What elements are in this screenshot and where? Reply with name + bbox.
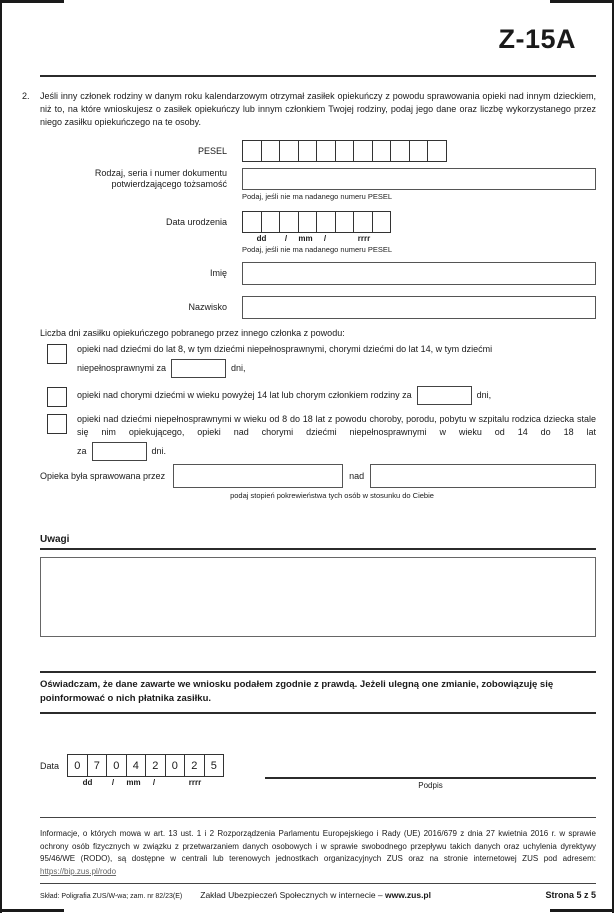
- pesel-input[interactable]: [242, 140, 596, 162]
- care-by-input[interactable]: [173, 464, 343, 488]
- format-slash: /: [323, 234, 327, 243]
- char-cell[interactable]: [242, 211, 262, 233]
- char-cell[interactable]: [390, 140, 410, 162]
- option-3-days-row: [77, 442, 596, 461]
- form-title: Z-15A: [498, 24, 576, 54]
- first-name-row: [40, 262, 596, 285]
- option-row-2: [40, 386, 596, 407]
- rodo-paragraph: [40, 828, 596, 878]
- char-cell[interactable]: [279, 140, 299, 162]
- char-cell[interactable]: [409, 140, 429, 162]
- document-input[interactable]: [242, 168, 596, 190]
- rodo-link[interactable]: https://bip.zus.pl/rodo: [40, 866, 117, 876]
- option-3-text: opieki nad dziećmi niepełnosprawnymi w wieku od 8 do 18 lat z powodu choroby, porodu, pobytu w szpitalu rodzica dziecka stale się nim opiekującego, opieki nad chorymi dziećmi niepełnosprawnymi w wieku od 14 do 18 lat: [77, 414, 596, 437]
- rodo-text: Informacje, o których mowa w art. 13 ust. 1 i 2 Rozporządzenia Parlamentu Europejskiego i Rady (UE) 2016/679 z dnia 27 kwietnia 2016 r. w sprawie ochrony osób fizycznych w związku z przetwarzaniem danych osobowych i w sprawie swobodnego przepływu takich danych oraz uchylenia dyrektywy 95/46/WE (RODO), są dostępne w centrali lub terenowych jednostkach organizacyjnych ZUS oraz na stronie internetowej ZUS pod adresem:: [40, 829, 596, 863]
- corner-mark-top-left: [2, 0, 64, 3]
- char-cell[interactable]: [242, 140, 262, 162]
- format-rrrr: rrrr: [357, 234, 371, 243]
- date-input[interactable]: [67, 754, 231, 777]
- option-2-days-input[interactable]: [417, 386, 472, 405]
- birth-date-row: [40, 211, 596, 255]
- print-info: Skład: Poligrafia ZUS/W-wa; zam. nr 82/23(E): [40, 893, 183, 900]
- first-name-input[interactable]: [242, 262, 596, 285]
- option-2-dni-text: dni,: [476, 389, 492, 400]
- first-name-label: Imię: [209, 268, 227, 278]
- char-cell[interactable]: [298, 211, 318, 233]
- last-name-row: [40, 296, 596, 319]
- signature-row: [40, 754, 596, 790]
- document-hint: Podaj, jeśli nie ma nadanego numeru PESEL: [242, 192, 393, 201]
- option-1-dni-text: dni,: [231, 362, 246, 373]
- format-slash: /: [152, 778, 156, 787]
- format-slash: /: [111, 778, 115, 787]
- format-mm: mm: [126, 778, 141, 787]
- char-cell[interactable]: 4: [126, 754, 147, 777]
- char-cell[interactable]: [335, 140, 355, 162]
- char-cell[interactable]: 7: [87, 754, 108, 777]
- remarks-heading: Uwagi: [40, 534, 596, 550]
- care-row: [40, 464, 596, 488]
- char-cell[interactable]: [372, 211, 392, 233]
- option-3-checkbox[interactable]: [47, 414, 67, 434]
- pesel-label: PESEL: [197, 146, 227, 156]
- option-3-dni-text: dni.: [151, 445, 167, 456]
- birth-date-label: Data urodzenia: [165, 217, 227, 227]
- date-format: [67, 778, 231, 787]
- char-cell[interactable]: [261, 211, 281, 233]
- corner-mark-bottom-left: [2, 909, 64, 912]
- birth-date-hint: Podaj, jeśli nie ma nadanego numeru PESEL: [242, 245, 393, 254]
- char-cell[interactable]: 0: [165, 754, 186, 777]
- last-name-label: Nazwisko: [188, 302, 227, 312]
- document-label-line1: Rodzaj, seria i numer dokumentu: [94, 168, 227, 178]
- signature-caption: Podpis: [418, 781, 443, 790]
- option-3-za-text: za: [77, 445, 87, 456]
- option-3-days-input[interactable]: [92, 442, 147, 461]
- page-number: Strona 5 z 5: [545, 890, 596, 900]
- document-label-line2: potwierdzającego tożsamość: [111, 179, 227, 189]
- remarks-input[interactable]: [40, 557, 596, 637]
- char-cell[interactable]: [353, 211, 373, 233]
- last-name-input[interactable]: [242, 296, 596, 319]
- section-2-text: Jeśli inny członek rodziny w danym roku kalendarzowym otrzymał zasiłek opiekuńczy z powodu sprawowania opieki nad innym dzieckiem, niż to, na które wnioskujesz o zasiłek opiekuńczy lub innym członkiem Twojej rodziny, podaj jego dane oraz liczbę wykorzystanego przez niego zasiłku opiekuńczego na te osoby.: [40, 91, 596, 127]
- days-intro: Liczba dni zasiłku opiekuńczego pobranego przez innego członka z powodu:: [40, 328, 345, 338]
- char-cell[interactable]: 5: [204, 754, 225, 777]
- document-label: [40, 168, 242, 190]
- option-2-text: opieki nad chorymi dziećmi w wieku powyżej 14 lat lub chorym członkiem rodziny za: [77, 389, 412, 400]
- option-row-3: [40, 413, 596, 461]
- date-label: Data: [40, 761, 60, 771]
- care-nad-label: nad: [349, 471, 365, 481]
- char-cell[interactable]: 2: [184, 754, 205, 777]
- care-label: Opieka była sprawowana przez: [40, 471, 166, 481]
- signature-line: [265, 777, 596, 779]
- zus-info-text: Zakład Ubezpieczeń Społecznych w internecie –: [200, 890, 386, 900]
- format-dd: dd: [82, 778, 93, 787]
- char-cell[interactable]: 2: [145, 754, 166, 777]
- option-row-1: [40, 343, 596, 378]
- char-cell[interactable]: [335, 211, 355, 233]
- char-cell[interactable]: [316, 140, 336, 162]
- signature-area: [265, 754, 596, 790]
- option-1-checkbox[interactable]: [47, 344, 67, 364]
- birth-date-input[interactable]: [242, 211, 596, 233]
- format-rrrr: rrrr: [188, 778, 202, 787]
- char-cell[interactable]: [372, 140, 392, 162]
- care-over-input[interactable]: [370, 464, 596, 488]
- footer-divider-bottom: [40, 883, 596, 884]
- char-cell[interactable]: [427, 140, 447, 162]
- option-1-days-row: [77, 359, 596, 378]
- zus-info: [200, 890, 545, 900]
- char-cell[interactable]: [353, 140, 373, 162]
- declaration-text: Oświadczam, że dane zawarte we wniosku podałem zgodnie z prawdą. Jeżeli ulegną one zmianie, zobowiązuję się poinformować o nich płatnika zasiłku.: [40, 671, 596, 714]
- char-cell[interactable]: 0: [67, 754, 88, 777]
- footer-row: [40, 890, 596, 900]
- char-cell[interactable]: [261, 140, 281, 162]
- option-2-days-row: [77, 386, 596, 405]
- option-1-days-input[interactable]: [171, 359, 226, 378]
- option-2-checkbox[interactable]: [47, 387, 67, 407]
- format-slash: /: [284, 234, 288, 243]
- option-1-text: opieki nad dziećmi do lat 8, w tym dziećmi niepełnosprawnymi, chorymi dziećmi do lat 14, w tym dziećmi: [77, 344, 493, 354]
- section-2: [22, 90, 596, 129]
- char-cell[interactable]: [316, 211, 336, 233]
- header-divider: [40, 75, 596, 77]
- format-dd: dd: [256, 234, 267, 243]
- corner-mark-top-right: [550, 0, 612, 3]
- corner-mark-bottom-right: [550, 909, 612, 912]
- char-cell[interactable]: [279, 211, 299, 233]
- care-hint: podaj stopień pokrewieństwa tych osób w stosunku do Ciebie: [230, 491, 434, 500]
- birth-date-format: [242, 234, 596, 243]
- pesel-row: [40, 140, 596, 162]
- char-cell[interactable]: [298, 140, 318, 162]
- section-number: 2.: [22, 91, 30, 101]
- option-1-za-text: niepełnosprawnymi za: [77, 362, 167, 373]
- zus-url: www.zus.pl: [385, 890, 431, 900]
- format-mm: mm: [298, 234, 313, 243]
- footer-divider-top: [40, 817, 596, 818]
- document-row: [40, 168, 596, 202]
- char-cell[interactable]: 0: [106, 754, 127, 777]
